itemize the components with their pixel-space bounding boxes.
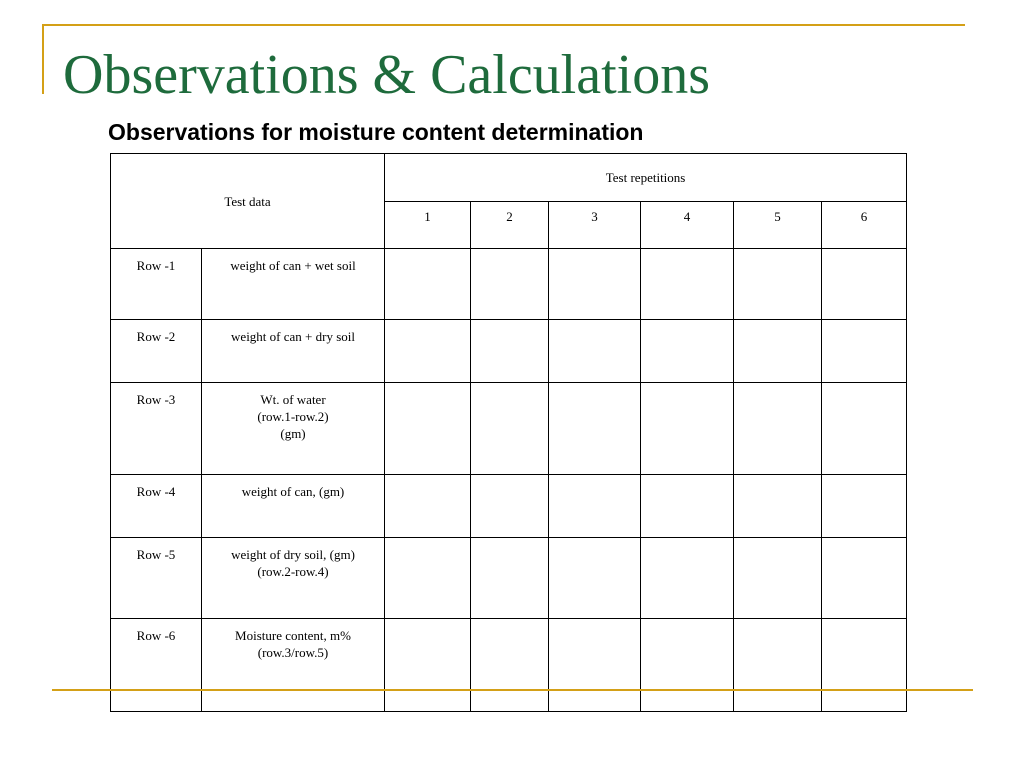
- row-label: Row -2: [111, 320, 202, 383]
- value-cell: [734, 383, 822, 475]
- value-cell: [734, 320, 822, 383]
- row-description-line: (row.3/row.5): [257, 645, 329, 660]
- value-cell: [549, 249, 641, 320]
- row-description: [202, 619, 385, 712]
- repetition-header-5: 5: [734, 202, 822, 249]
- value-cell: [822, 383, 907, 475]
- row-label: Row -3: [111, 383, 202, 475]
- value-cell: [822, 320, 907, 383]
- value-cell: [385, 475, 471, 538]
- row-description-line: weight of can + dry soil: [231, 329, 355, 344]
- value-cell: [471, 538, 549, 619]
- value-cell: [549, 538, 641, 619]
- test-data-header: Test data: [111, 154, 385, 249]
- row-description-line: (row.1-row.2): [257, 409, 329, 424]
- value-cell: [471, 320, 549, 383]
- repetition-header-4: 4: [641, 202, 734, 249]
- table-row: [111, 383, 907, 475]
- value-cell: [471, 383, 549, 475]
- value-cell: [641, 320, 734, 383]
- row-description: [202, 320, 385, 383]
- row-description: [202, 475, 385, 538]
- repetition-header-2: 2: [471, 202, 549, 249]
- value-cell: [822, 538, 907, 619]
- row-description-line: (gm): [280, 426, 306, 441]
- value-cell: [822, 249, 907, 320]
- row-label: Row -5: [111, 538, 202, 619]
- row-description-line: weight of can + wet soil: [230, 258, 356, 273]
- value-cell: [385, 619, 471, 712]
- observations-table: [110, 153, 907, 712]
- value-cell: [385, 538, 471, 619]
- value-cell: [641, 538, 734, 619]
- row-description-line: Wt. of water: [260, 392, 326, 407]
- row-description-line: Moisture content, m%: [235, 628, 351, 643]
- repetition-header-6: 6: [822, 202, 907, 249]
- value-cell: [549, 475, 641, 538]
- frame-bottom-line: [52, 689, 973, 691]
- value-cell: [734, 619, 822, 712]
- row-label: Row -4: [111, 475, 202, 538]
- table-row: [111, 249, 907, 320]
- repetition-header-1: 1: [385, 202, 471, 249]
- row-description-line: weight of dry soil, (gm): [231, 547, 355, 562]
- row-description: [202, 538, 385, 619]
- value-cell: [641, 475, 734, 538]
- row-label: Row -1: [111, 249, 202, 320]
- table-row: [111, 619, 907, 712]
- value-cell: [734, 475, 822, 538]
- value-cell: [549, 383, 641, 475]
- value-cell: [385, 383, 471, 475]
- slide-title: Observations & Calculations: [63, 44, 711, 106]
- table-row: [111, 475, 907, 538]
- value-cell: [734, 249, 822, 320]
- row-description: [202, 249, 385, 320]
- value-cell: [734, 538, 822, 619]
- row-description-line: (row.2-row.4): [257, 564, 329, 579]
- frame-top-line: [42, 24, 965, 26]
- value-cell: [641, 249, 734, 320]
- value-cell: [385, 320, 471, 383]
- value-cell: [641, 383, 734, 475]
- test-repetitions-header: Test repetitions: [385, 154, 907, 202]
- row-description-line: weight of can, (gm): [241, 484, 345, 499]
- frame-left-line: [42, 24, 44, 94]
- value-cell: [822, 619, 907, 712]
- table-row: [111, 538, 907, 619]
- row-label: Row -6: [111, 619, 202, 712]
- repetition-header-3: 3: [549, 202, 641, 249]
- value-cell: [822, 475, 907, 538]
- row-description: [202, 383, 385, 475]
- value-cell: [385, 249, 471, 320]
- value-cell: [549, 320, 641, 383]
- value-cell: [471, 249, 549, 320]
- value-cell: [471, 619, 549, 712]
- table-row: [111, 320, 907, 383]
- value-cell: [549, 619, 641, 712]
- value-cell: [641, 619, 734, 712]
- table-caption: Observations for moisture content determination: [108, 119, 644, 145]
- value-cell: [471, 475, 549, 538]
